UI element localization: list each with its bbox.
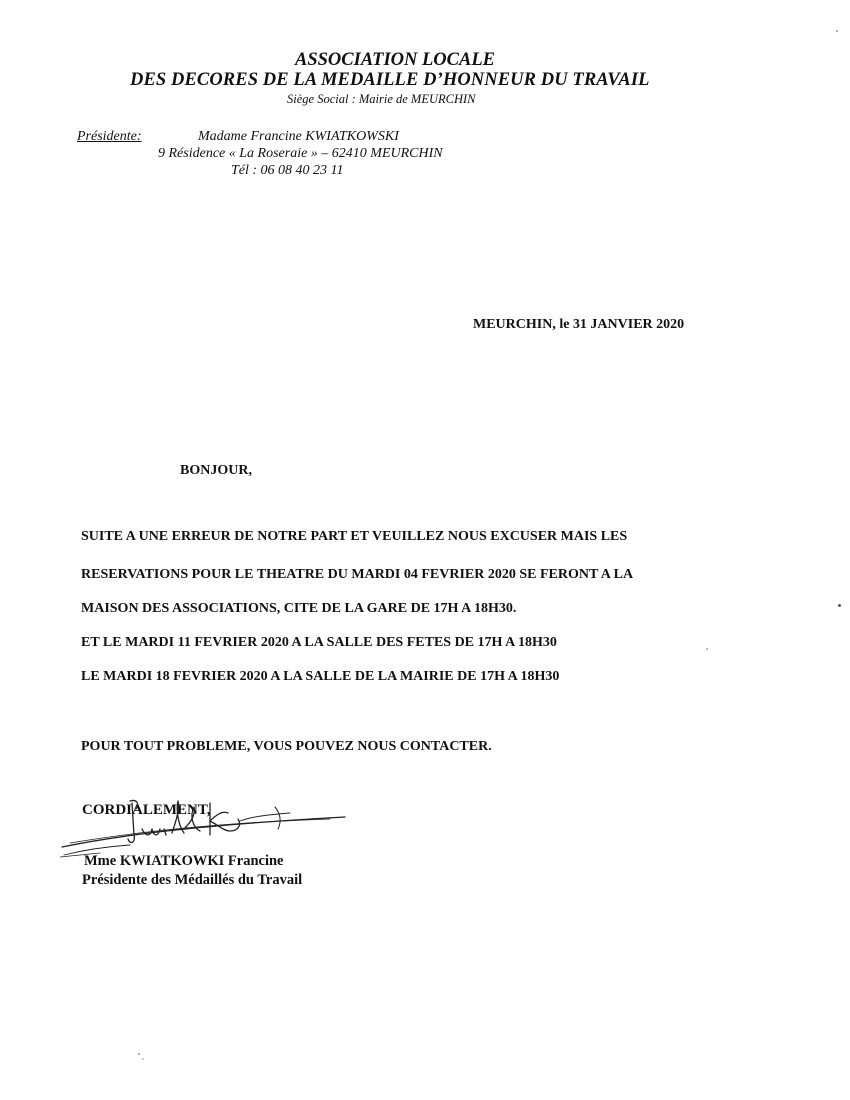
body-line: SUITE A UNE ERREUR DE NOTRE PART ET VEUILLEZ NOUS EXCUSER MAIS LES [81, 529, 628, 544]
head-office: Siège Social : Mairie de MEURCHIN [287, 92, 476, 106]
scan-speck [142, 1058, 144, 1060]
body-line: ET LE MARDI 11 FEVRIER 2020 A LA SALLE DES FETES DE 17H A 18H30 [81, 635, 557, 650]
scan-speck [706, 648, 708, 650]
date-line: MEURCHIN, le 31 JANVIER 2020 [473, 317, 685, 332]
scan-speck [836, 30, 838, 32]
body-line: MAISON DES ASSOCIATIONS, CITE DE LA GARE DE 17H A 18H30. [81, 601, 517, 616]
president-label: Présidente: [77, 129, 142, 144]
scan-speck [138, 1053, 140, 1055]
scan-speck [838, 604, 841, 607]
president-phone: Tél : 06 08 40 23 11 [231, 163, 344, 178]
greeting: BONJOUR, [180, 463, 252, 478]
president-address: 9 Résidence « La Roseraie » – 62410 MEURCHIN [158, 146, 443, 161]
closing: CORDIALEMENT, [82, 802, 211, 818]
signatory-title: Présidente des Médaillés du Travail [82, 872, 303, 888]
body-line: RESERVATIONS POUR LE THEATRE DU MARDI 04 FEVRIER 2020 SE FERONT A LA [81, 567, 634, 582]
president-name: Madame Francine KWIATKOWSKI [198, 129, 399, 144]
signatory-name: Mme KWIATKOWKI Francine [84, 853, 284, 869]
association-subtitle: DES DECORES DE LA MEDAILLE D’HONNEUR DU TRAVAIL [130, 70, 650, 90]
body-line: POUR TOUT PROBLEME, VOUS POUVEZ NOUS CONTACTER. [81, 739, 492, 754]
body-line: LE MARDI 18 FEVRIER 2020 A LA SALLE DE LA MAIRIE DE 17H A 18H30 [81, 669, 560, 684]
association-title: ASSOCIATION LOCALE [295, 50, 495, 70]
